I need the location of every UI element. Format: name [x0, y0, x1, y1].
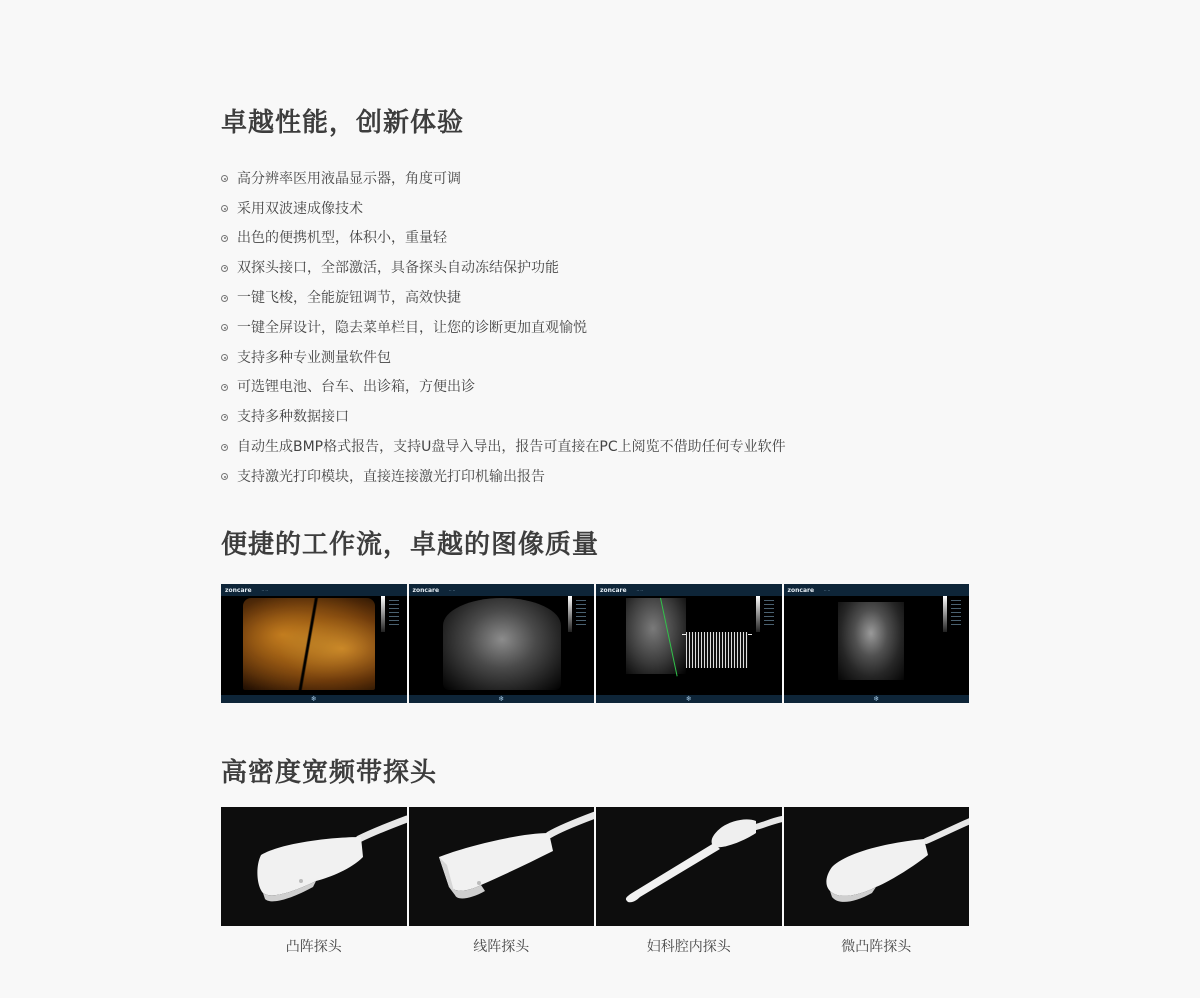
linear-probe-icon — [409, 807, 595, 926]
gray-scale-bar — [381, 596, 385, 632]
list-item: 双探头接口，全部激活，具备探头自动冻结保护功能 — [221, 253, 786, 283]
bullet-icon — [221, 444, 228, 451]
ultrasound-scan-linear — [838, 602, 904, 680]
ultrasound-image-3: zoncare ·· ·· ❄ — [596, 584, 782, 703]
list-item: 自动生成BMP格式报告，支持U盘导入导出，报告可直接在PC上阅览不借助任何专业软件 — [221, 432, 786, 462]
ultrasound-image-1: zoncare ·· ·· ❄ — [221, 584, 407, 703]
snowflake-icon: ❄ — [498, 695, 505, 703]
list-item: 支持多种专业测量软件包 — [221, 343, 786, 373]
brand-logo: zoncare — [600, 586, 627, 594]
bullet-icon — [221, 265, 228, 272]
probe-image-convex — [221, 807, 407, 926]
probe-gallery — [221, 807, 969, 926]
bullet-icon — [221, 384, 228, 391]
endocavity-probe-icon — [596, 807, 782, 926]
list-item: 出色的便携机型，体积小，重量轻 — [221, 224, 786, 254]
probe-label-microconvex: 微凸阵探头 — [841, 939, 912, 955]
gray-scale-bar — [943, 596, 947, 632]
gray-scale-bar — [756, 596, 760, 632]
snowflake-icon: ❄ — [685, 695, 692, 703]
ultrasound-scan-gray — [443, 598, 561, 690]
brand-logo: zoncare — [225, 586, 252, 594]
bullet-icon — [221, 175, 228, 182]
list-item: 支持多种数据接口 — [221, 402, 786, 432]
section-features-title: 卓越性能，创新体验 — [221, 108, 465, 138]
list-item: 高分辨率医用液晶显示器，角度可调 — [221, 164, 786, 194]
list-item: 采用双波速成像技术 — [221, 194, 786, 224]
parameter-readout — [764, 600, 774, 628]
probe-label-linear: 线阵探头 — [473, 939, 530, 955]
convex-probe-icon — [221, 807, 407, 926]
doppler-spectrum — [686, 632, 748, 668]
parameter-readout — [389, 600, 399, 628]
parameter-readout — [951, 600, 961, 628]
bullet-icon — [221, 473, 228, 480]
bullet-icon — [221, 295, 228, 302]
ultrasound-scan-bmode — [626, 598, 686, 674]
section-probes-title: 高密度宽频带探头 — [221, 758, 438, 788]
ultrasound-image-2: zoncare ·· ·· ❄ — [409, 584, 595, 703]
snowflake-icon: ❄ — [873, 695, 880, 703]
probe-image-microconvex — [784, 807, 970, 926]
microconvex-probe-icon — [784, 807, 970, 926]
list-item: 可选锂电池、台车、出诊箱，方便出诊 — [221, 373, 786, 403]
probe-image-endocavity — [596, 807, 782, 926]
probe-label-endocavity: 妇科腔内探头 — [646, 939, 731, 955]
list-item: 一键全屏设计，隐去菜单栏目，让您的诊断更加直观愉悦 — [221, 313, 786, 343]
section-workflow-title: 便捷的工作流，卓越的图像质量 — [221, 530, 600, 560]
gray-scale-bar — [568, 596, 572, 632]
ultrasound-scan-orange — [243, 598, 375, 690]
brand-logo: zoncare — [787, 586, 815, 594]
snowflake-icon: ❄ — [310, 695, 317, 703]
bullet-icon — [221, 235, 228, 242]
bullet-icon — [221, 324, 228, 331]
probe-image-linear — [409, 807, 595, 926]
probe-label-convex: 凸阵探头 — [285, 939, 342, 955]
ultrasound-image-gallery — [221, 584, 969, 703]
bullet-icon — [221, 205, 228, 212]
list-item: 支持激光打印模块，直接连接激光打印机输出报告 — [221, 462, 786, 492]
ultrasound-image-4: zoncare ·· ·· ❄ — [784, 584, 970, 703]
probe-labels — [221, 936, 969, 956]
bullet-icon — [221, 414, 228, 421]
feature-list — [221, 164, 786, 492]
bullet-icon — [221, 354, 228, 361]
brand-logo: zoncare — [412, 586, 440, 594]
list-item: 一键飞梭，全能旋钮调节，高效快捷 — [221, 283, 786, 313]
parameter-readout — [576, 600, 586, 628]
